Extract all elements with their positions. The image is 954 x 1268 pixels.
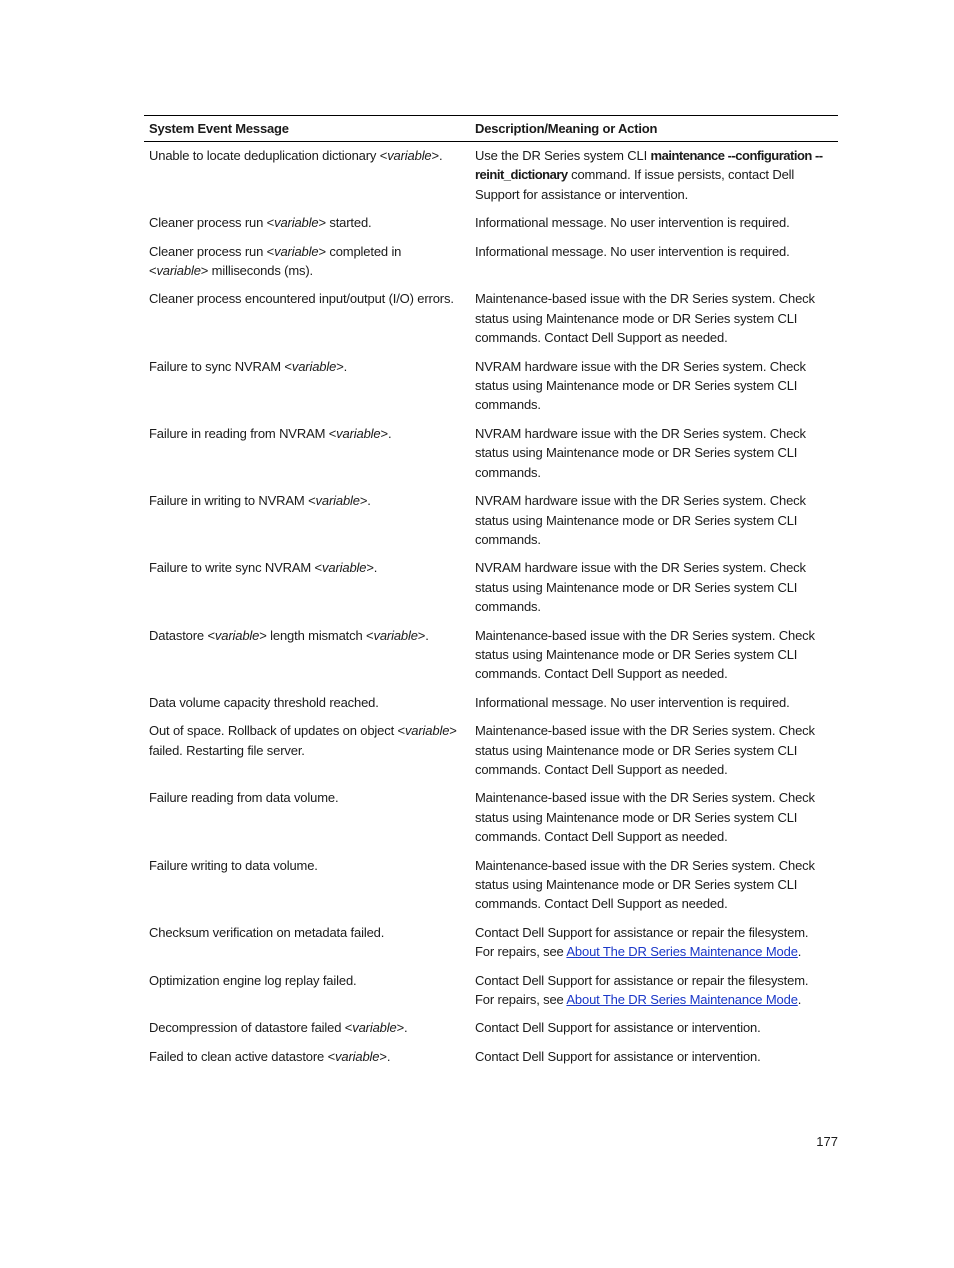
table-header: [144, 116, 838, 142]
cell-text: Informational message. No user intervention is required.: [475, 215, 790, 231]
cell-text: .: [797, 992, 802, 1008]
cell-text: Out of space. Rollback of updates on object <: [149, 723, 405, 739]
cell-text: >.: [396, 1020, 408, 1036]
event-message-cell: [144, 289, 470, 356]
variable-placeholder: variable: [322, 560, 367, 576]
cell-text: Maintenance-based issue with the DR Series system. Check status using Maintenance mode or DR Series system CLI commands. Contact Dell Support as needed.: [475, 627, 815, 682]
cell-text: Contact Dell Support for assistance or repair the filesystem. For repairs, see: [475, 972, 809, 1008]
description-cell: [470, 923, 838, 971]
maintenance-mode-link[interactable]: About The DR Series Maintenance Mode: [566, 992, 798, 1008]
cell-text: >.: [417, 627, 429, 643]
description-cell: [470, 491, 838, 558]
table-row: [144, 242, 838, 290]
cell-text: > failed. Restarting file server.: [149, 723, 457, 758]
cell-text: Contact Dell Support for assistance or intervention.: [475, 1048, 761, 1064]
description-cell: [470, 558, 838, 625]
cell-text: Maintenance-based issue with the DR Series system. Check status using Maintenance mode or DR Series system CLI commands. Contact Dell Support as needed.: [475, 723, 815, 777]
cell-text: Failure in writing to NVRAM <: [149, 493, 316, 509]
description-cell: [470, 693, 838, 721]
table-row: [144, 1018, 838, 1046]
cell-text: NVRAM hardware issue with the DR Series system. Check status using Maintenance mode or DR Series system CLI commands.: [475, 425, 806, 480]
event-message-cell: [144, 242, 470, 290]
description-cell: [470, 1047, 838, 1075]
cell-text: Failure writing to data volume.: [149, 857, 318, 873]
event-message-cell: [144, 491, 470, 558]
event-message-table: [144, 115, 838, 1075]
variable-placeholder: variable: [336, 425, 381, 441]
cell-text: Informational message. No user intervention is required.: [475, 243, 790, 259]
column-header-event-message: System Event Message: [149, 121, 289, 136]
cell-text: Cleaner process encountered input/output (I/O) errors.: [149, 291, 454, 307]
event-message-cell: [144, 923, 470, 971]
description-cell: [470, 626, 838, 693]
cell-text: Failure to sync NVRAM <: [149, 358, 292, 374]
cell-text: Maintenance-based issue with the DR Series system. Check status using Maintenance mode or DR Series system CLI commands. Contact Dell Support as needed.: [475, 291, 815, 346]
column-header-description: Description/Meaning or Action: [475, 121, 658, 136]
variable-placeholder: variable: [335, 1048, 380, 1064]
description-cell: [470, 856, 838, 923]
cell-text: .: [797, 944, 802, 960]
variable-placeholder: variable: [214, 627, 260, 643]
variable-placeholder: variable: [274, 243, 319, 259]
cell-text: Checksum verification on metadata failed.: [149, 924, 385, 940]
event-message-cell: [144, 142, 470, 214]
table-header-row: [144, 116, 838, 142]
event-message-cell: [144, 558, 470, 625]
table-row: [144, 289, 838, 356]
cell-text: > started.: [318, 215, 372, 231]
cell-text: Failure in reading from NVRAM <: [149, 425, 337, 441]
cell-text: NVRAM hardware issue with the DR Series system. Check status using Maintenance mode or DR Series system CLI commands.: [475, 560, 806, 615]
event-message-cell: [144, 721, 470, 788]
cell-text: Contact Dell Support for assistance or intervention.: [475, 1020, 761, 1036]
cell-text: > completed in <: [149, 243, 402, 279]
table-row: [144, 142, 838, 214]
cell-text: >.: [380, 425, 392, 441]
event-message-cell: [144, 213, 470, 241]
table-row: [144, 856, 838, 923]
description-cell: [470, 971, 838, 1019]
description-cell: [470, 142, 838, 214]
cell-text: >.: [336, 358, 348, 374]
cell-text: Failed to clean active datastore <: [149, 1048, 336, 1064]
cell-text: Contact Dell Support for assistance or repair the filesystem. For repairs, see: [475, 924, 809, 960]
variable-placeholder: variable: [387, 148, 432, 163]
maintenance-mode-link[interactable]: About The DR Series Maintenance Mode: [566, 944, 798, 960]
table-row: [144, 721, 838, 788]
cell-text: >.: [366, 560, 378, 576]
variable-placeholder: variable: [352, 1020, 397, 1036]
variable-placeholder: variable: [404, 723, 450, 739]
event-message-cell: [144, 424, 470, 491]
table-row: [144, 491, 838, 558]
description-cell: [470, 213, 838, 241]
cell-text: Cleaner process run <: [149, 215, 275, 231]
cli-command: maintenance --configuration -- reinit_dictionary: [475, 148, 823, 183]
description-cell: [470, 357, 838, 424]
table-row: [144, 357, 838, 424]
description-cell: [470, 721, 838, 788]
cell-text: NVRAM hardware issue with the DR Series system. Check status using Maintenance mode or DR Series system CLI commands.: [475, 358, 806, 413]
variable-placeholder: variable: [315, 493, 360, 509]
cell-text: Use the DR Series system CLI: [475, 148, 651, 163]
event-message-cell: [144, 971, 470, 1019]
event-message-cell: [144, 357, 470, 424]
page-number: 177: [816, 1134, 838, 1149]
table-body: [144, 142, 838, 1076]
cell-text: Maintenance-based issue with the DR Series system. Check status using Maintenance mode or DR Series system CLI commands. Contact Dell Support as needed.: [475, 857, 815, 912]
event-message-cell: [144, 693, 470, 721]
table-row: [144, 788, 838, 855]
cell-text: Unable to locate deduplication dictionary <: [149, 148, 388, 163]
event-message-cell: [144, 856, 470, 923]
event-message-cell: [144, 1018, 470, 1046]
cell-text: NVRAM hardware issue with the DR Series system. Check status using Maintenance mode or DR Series system CLI commands.: [475, 493, 806, 547]
table-row: [144, 971, 838, 1019]
cell-text: Optimization engine log replay failed.: [149, 972, 357, 988]
cell-text: Failure reading from data volume.: [149, 790, 339, 806]
cell-text: >.: [359, 493, 371, 509]
event-message-cell: [144, 788, 470, 855]
table-row: [144, 213, 838, 241]
variable-placeholder: variable: [156, 263, 201, 279]
cell-text: >.: [431, 148, 443, 163]
table-row: [144, 626, 838, 693]
table-row: [144, 1047, 838, 1075]
description-cell: [470, 1018, 838, 1046]
cell-text: >.: [379, 1048, 391, 1064]
variable-placeholder: variable: [291, 358, 337, 374]
table-row: [144, 923, 838, 971]
description-cell: [470, 289, 838, 356]
cell-text: > milliseconds (ms).: [200, 263, 313, 279]
table-row: [144, 424, 838, 491]
variable-placeholder: variable: [373, 627, 418, 643]
cell-text: command. If issue persists, contact Dell Support for assistance or intervention.: [475, 167, 795, 202]
table-row: [144, 693, 838, 721]
cell-text: Informational message. No user intervention is required.: [475, 694, 790, 710]
table-row: [144, 558, 838, 625]
cell-text: Failure to write sync NVRAM <: [149, 560, 323, 576]
event-message-cell: [144, 1047, 470, 1075]
description-cell: [470, 788, 838, 855]
cell-text: Datastore <: [149, 627, 215, 643]
cell-text: > length mismatch <: [259, 627, 374, 643]
cell-text: Maintenance-based issue with the DR Series system. Check status using Maintenance mode or DR Series system CLI commands. Contact Dell Support as needed.: [475, 790, 815, 845]
cell-text: Data volume capacity threshold reached.: [149, 694, 379, 710]
event-message-cell: [144, 626, 470, 693]
cell-text: Cleaner process run <: [149, 243, 275, 259]
cell-text: Decompression of datastore failed <: [149, 1020, 353, 1036]
description-cell: [470, 424, 838, 491]
description-cell: [470, 242, 838, 290]
variable-placeholder: variable: [274, 215, 319, 231]
